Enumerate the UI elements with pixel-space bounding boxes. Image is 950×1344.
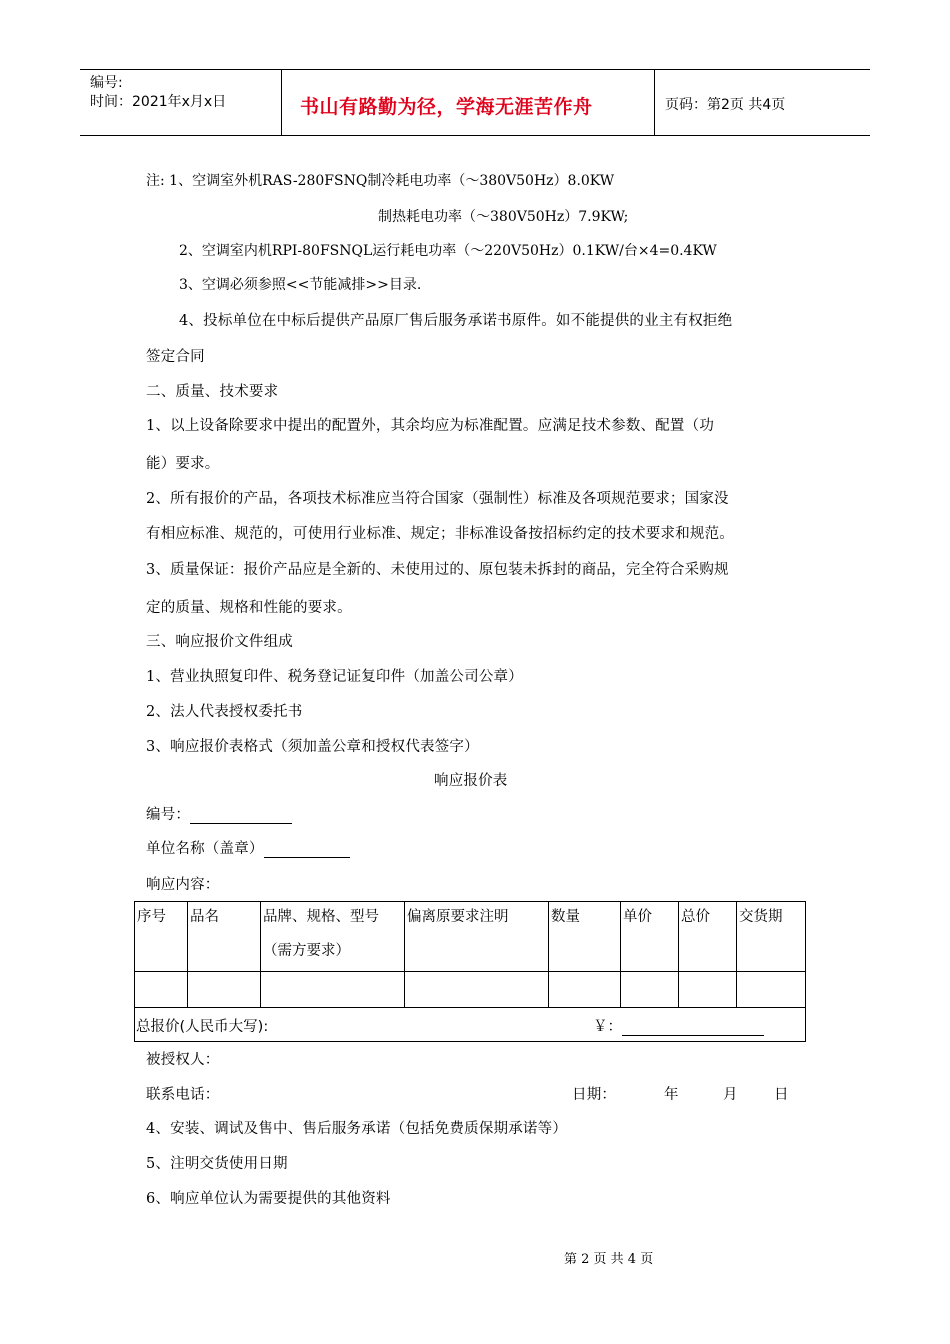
footer-page: 第 2 页 共 4 页 xyxy=(564,1252,654,1267)
form-unit-label: 单位名称（盖章） xyxy=(146,841,264,857)
form-code-label: 编号： xyxy=(146,807,191,823)
phone-label: 联系电话： xyxy=(146,1087,220,1103)
table-total-row xyxy=(135,1008,806,1042)
col-brand-spec xyxy=(261,902,405,972)
date-year: 年 xyxy=(664,1087,679,1103)
section2-item1a: 1、以上设备除要求中提出的配置外，其余均应为标准配置。应满足技术参数、配置（功 xyxy=(146,418,715,434)
col-unit-price: 单价 xyxy=(621,902,679,972)
table-cell[interactable] xyxy=(135,972,188,1008)
form-code-row xyxy=(146,803,292,824)
yen-label: ￥： xyxy=(593,1019,622,1035)
table-cell[interactable] xyxy=(679,972,737,1008)
table-row xyxy=(135,972,806,1008)
col-quantity: 数量 xyxy=(549,902,621,972)
header-divider-right xyxy=(654,69,655,136)
section2-title: 二、质量、技术要求 xyxy=(146,384,279,400)
section2-item3b: 定的质量、规格和性能的要求。 xyxy=(146,600,352,616)
date-label: 日期： xyxy=(572,1087,617,1103)
col-brand-spec-label: 品牌、规格、型号 xyxy=(263,909,379,925)
note-4a: 4、投标单位在中标后提供产品原厂售后服务承诺书原件。如不能提供的业主有权拒绝 xyxy=(179,313,733,329)
col-index: 序号 xyxy=(135,902,188,972)
note-4b: 签定合同 xyxy=(146,349,205,365)
col-deviation: 偏离原要求注明 xyxy=(405,902,549,972)
form-title: 响应报价表 xyxy=(434,773,508,789)
section3-item1: 1、营业执照复印件、税务登记证复印件（加盖公司公章） xyxy=(146,669,523,685)
col-brand-spec-sub: （需方要求） xyxy=(263,943,350,959)
section3-item2: 2、法人代表授权委托书 xyxy=(146,704,303,720)
header-page-label: 页码：第2页 共4页 xyxy=(665,97,786,113)
section3-item3: 3、响应报价表格式（须加盖公章和授权代表签字） xyxy=(146,739,479,755)
form-unit-blank[interactable] xyxy=(264,841,350,858)
table-cell[interactable] xyxy=(737,972,806,1008)
table-cell[interactable] xyxy=(549,972,621,1008)
total-yen-row xyxy=(593,1015,764,1036)
col-delivery: 交货期 xyxy=(737,902,806,972)
table-cell[interactable] xyxy=(188,972,261,1008)
section2-item1b: 能）要求。 xyxy=(146,456,220,472)
note-3: 3、空调必须参照<<节能减排>>目录. xyxy=(179,277,422,293)
section2-item2b: 有相应标准、规范的，可使用行业标准、规定；非标准设备按招标约定的技术要求和规范。 xyxy=(146,526,734,542)
form-code-blank[interactable] xyxy=(190,807,292,824)
authorized-label: 被授权人： xyxy=(146,1052,220,1068)
col-total-price: 总价 xyxy=(679,902,737,972)
table-cell[interactable] xyxy=(405,972,549,1008)
form-content-label: 响应内容： xyxy=(146,877,220,893)
section3-title: 三、响应报价文件组成 xyxy=(146,634,293,650)
item-4: 4、安装、调试及售中、售后服务承诺（包括免费质保期承诺等） xyxy=(146,1121,568,1137)
col-product-name: 品名 xyxy=(188,902,261,972)
quote-table xyxy=(134,901,806,1042)
total-cell xyxy=(135,1008,806,1042)
section2-item3a: 3、质量保证：报价产品应是全新的、未使用过的、原包装未拆封的商品，完全符合采购规 xyxy=(146,562,729,578)
date-month: 月 xyxy=(723,1087,738,1103)
total-label: 总报价(人民币大写): xyxy=(136,1019,269,1035)
note-1b: 制热耗电功率（～380V50Hz）7.9KW; xyxy=(378,209,629,225)
note-2: 2、空调室内机RPI-80FSNQL运行耗电功率（～220V50Hz）0.1KW/台×4=0.4KW xyxy=(179,243,717,259)
note-1a: 注: 1、空调室外机RAS-280FSNQ制冷耗电功率（～380V50Hz）8.0KW xyxy=(146,173,615,189)
header-top-rule xyxy=(80,69,870,70)
table-header-row xyxy=(135,902,806,972)
table-cell[interactable] xyxy=(621,972,679,1008)
date-day: 日 xyxy=(774,1087,789,1103)
section2-item2a: 2、所有报价的产品，各项技术标准应当符合国家（强制性）标准及各项规范要求；国家没 xyxy=(146,491,729,507)
header-motto: 书山有路勤为径，学海无涯苦作舟 xyxy=(300,96,593,118)
header-time-label: 时间：2021年x月x日 xyxy=(90,94,227,110)
header-divider-left xyxy=(281,69,282,136)
total-amount-blank[interactable] xyxy=(622,1019,764,1036)
form-unit-row xyxy=(146,837,350,858)
header-code-label: 编号: xyxy=(90,75,123,91)
item-5: 5、注明交货使用日期 xyxy=(146,1156,288,1172)
table-cell[interactable] xyxy=(261,972,405,1008)
header-bottom-rule xyxy=(80,135,870,136)
item-6: 6、响应单位认为需要提供的其他资料 xyxy=(146,1191,391,1207)
